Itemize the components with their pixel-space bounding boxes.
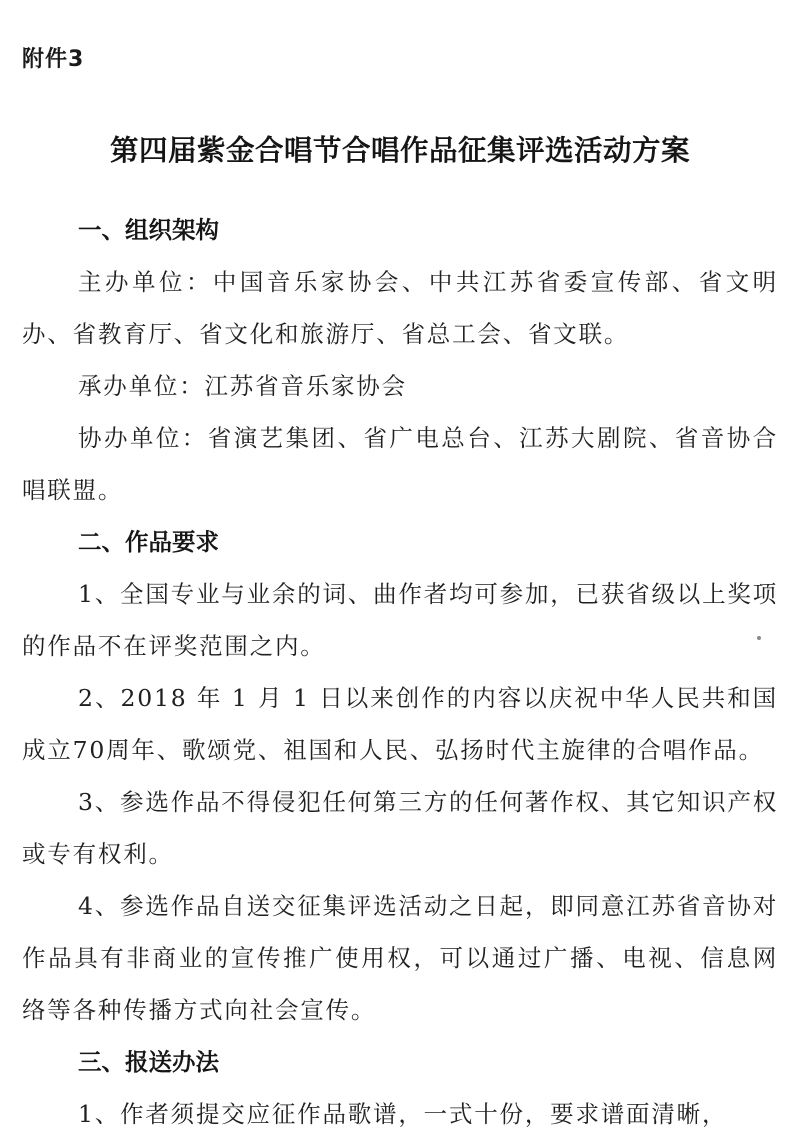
attachment-label: 附件3 [22,47,85,72]
paragraph-requirement-1: 1、全国专业与业余的词、曲作者均可参加，已获省级以上奖项的作品不在评奖范围之内。 [22,580,778,660]
paragraph-requirement-3: 3、参选作品不得侵犯任何第三方的任何著作权、其它知识产权或专有权利。 [22,788,778,868]
paragraph-co-organizers: 协办单位：省演艺集团、省广电总台、江苏大剧院、省音协合唱联盟。 [22,424,778,504]
section-heading: 一、组织架构 [78,216,219,244]
paragraph-host-units: 主办单位：中国音乐家协会、中共江苏省委宣传部、省文明办、省教育厅、省文化和旅游厅、省总工会、省文联。 [22,268,778,348]
section-heading: 三、报送办法 [78,1048,219,1076]
section-submission [22,1036,778,1140]
paragraph-requirement-2: 2、2018 年 1 月 1 日以来创作的内容以庆祝中华人民共和国成立70周年、歌颂党、祖国和人民、弘扬时代主旋律的合唱作品。 [22,684,778,764]
paragraph-organizer: 承办单位：江苏省音乐家协会 [78,372,407,400]
paragraph-submission-1: 1、作者须提交应征作品歌谱，一式十份，要求谱面清晰， [78,1100,728,1128]
paragraph-requirement-4: 4、参选作品自送交征集评选活动之日起，即同意江苏省音协对作品具有非商业的宣传推广使用权，可以通过广播、电视、信息网络等各种传播方式向社会宣传。 [22,892,778,1024]
document-body [22,204,778,1140]
section-work-requirements [22,516,778,1036]
page-title: 第四届紫金合唱节合唱作品征集评选活动方案 [109,134,690,167]
scan-speck [757,636,761,640]
section-heading: 二、作品要求 [78,528,219,556]
section-organization [22,204,778,516]
